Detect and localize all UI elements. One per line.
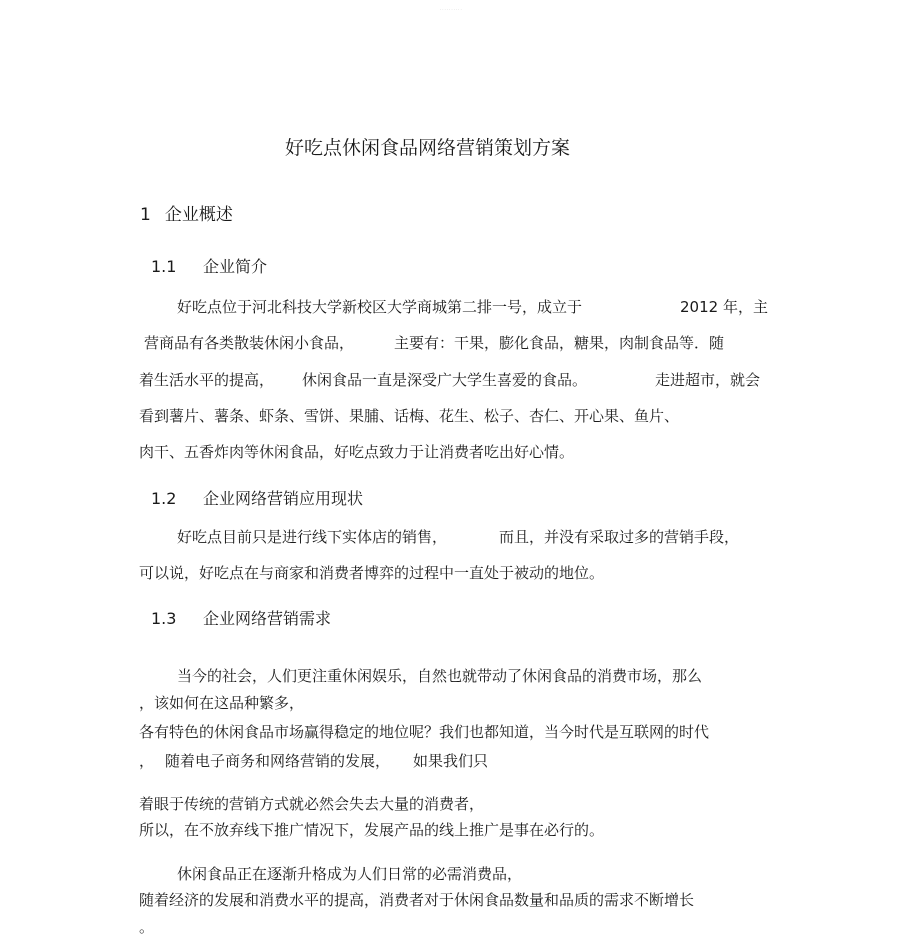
paragraph-line: 休闲食品一直是深受广大学生喜爱的食品。 — [302, 371, 588, 389]
section-1-1-heading — [151, 254, 267, 277]
paragraph-line: ， — [139, 752, 155, 770]
paragraph-line: 随着电子商务和网络营销的发展， — [165, 752, 391, 770]
section-1-1-number: 1.1 — [151, 257, 177, 276]
paragraph-line: 各有特色的休闲食品市场赢得稳定的地位呢？我们也都知道，当今时代是互联网的时代 — [139, 723, 710, 741]
paragraph-line: 好吃点位于河北科技大学新校区大学商城第二排一号，成立于 — [177, 298, 583, 316]
paragraph-line: 。 — [139, 918, 155, 936]
paragraph-line: 肉干、五香炸肉等休闲食品，好吃点致力于让消费者吃出好心情。 — [139, 443, 575, 461]
paragraph-line: 休闲食品正在逐渐升格成为人们日常的必需消费品， — [177, 865, 523, 883]
section-1-number: 1 — [140, 205, 151, 225]
section-1-title: 企业概述 — [164, 205, 233, 225]
section-1-2-heading — [151, 486, 363, 509]
paragraph-line: 主要有：干果，膨化食品，糖果，肉制食品等．随 — [394, 334, 725, 352]
paragraph-line: 着眼于传统的营销方式就必然会失去大量的消费者， — [139, 795, 485, 813]
paragraph-line: 2012 年，主 — [680, 298, 768, 316]
paragraph-line: 而且，并没有采取过多的营销手段， — [499, 528, 740, 546]
paragraph-line: ，该如何在这品种繁多， — [139, 694, 305, 712]
paragraph-line: 营商品有各类散装休闲小食品， — [144, 334, 355, 352]
paragraph-line: 当今的社会，人们更注重休闲娱乐，自然也就带动了休闲食品的消费市场，那么 — [177, 667, 703, 685]
section-1-2-title: 企业网络营销应用现状 — [203, 489, 364, 508]
section-1-3-heading — [151, 606, 331, 629]
section-1-2-number: 1.2 — [151, 489, 177, 508]
section-1-heading — [140, 200, 233, 225]
paragraph-line: 好吃点目前只是进行线下实体店的销售， — [177, 528, 448, 546]
section-1-3-title: 企业网络营销需求 — [203, 609, 332, 628]
paragraph-line: 可以说，好吃点在与商家和消费者博弈的过程中一直处于被动的地位。 — [139, 564, 605, 582]
paragraph-line: 所以，在不放弃线下推广情况下，发展产品的线上推广是事在必行的。 — [139, 821, 605, 839]
paragraph-line: 如果我们只 — [413, 752, 489, 770]
paragraph-line: 着生活水平的提高， — [139, 371, 275, 389]
paragraph-line: 随着经济的发展和消费水平的提高，消费者对于休闲食品数量和品质的需求不断增长 — [139, 891, 695, 909]
section-1-1-title: 企业简介 — [203, 257, 268, 276]
header-mark: .......... — [440, 6, 463, 11]
paragraph-line: 看到薯片、薯条、虾条、雪饼、果脯、话梅、花生、松子、杏仁、开心果、鱼片、 — [139, 407, 680, 425]
section-1-3-number: 1.3 — [151, 609, 177, 628]
paragraph-line: 走进超市，就会 — [655, 371, 761, 389]
document-title: 好吃点休闲食品网络营销策划方案 — [284, 137, 570, 159]
